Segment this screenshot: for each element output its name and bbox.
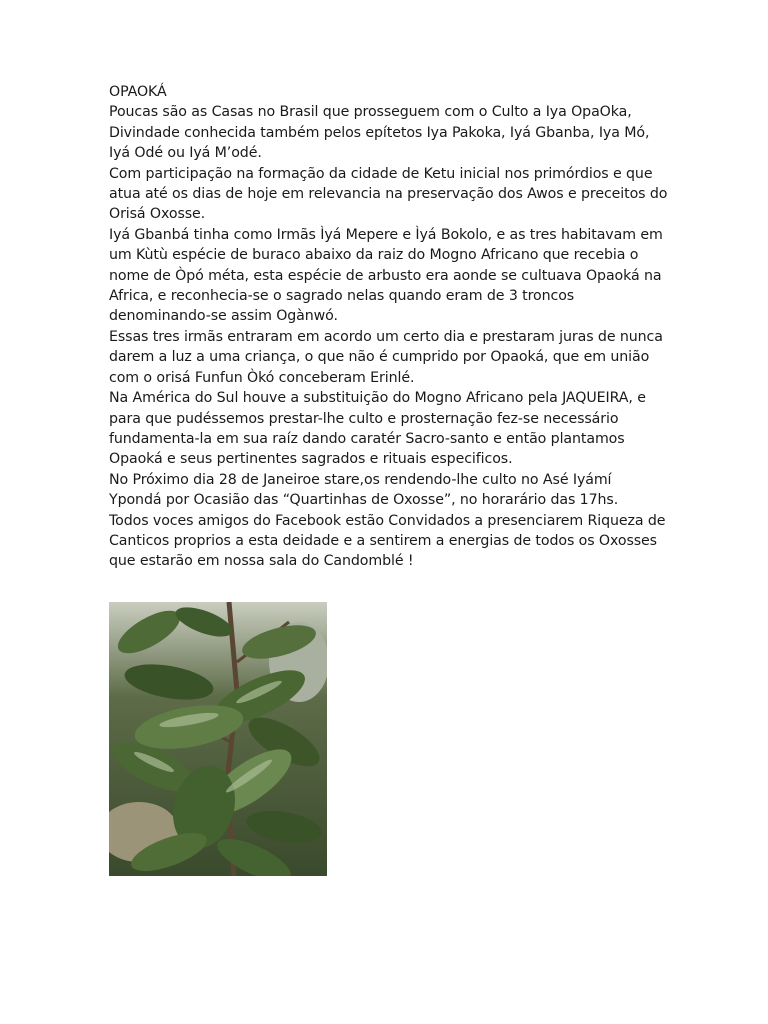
text-line: Com participação na formação da cidade de Ketu inicial nos primórdios e que	[109, 165, 653, 182]
text-line: Todos voces amigos do Facebook estão Convidados a presenciarem Riqueza de	[109, 512, 666, 529]
document-body	[109, 82, 669, 572]
text-line: darem a luz a uma criança, o que não é cumprido por Opaoká, que em união	[109, 349, 650, 366]
text-line: fundamenta-la em sua raíz dando caratér Sacro-santo e então plantamos	[109, 430, 625, 447]
text-line: Poucas são as Casas no Brasil que prosseguem com o Culto a Iya OpaOka,	[109, 104, 632, 121]
text-line: que estarão em nossa sala do Candomblé !	[109, 553, 414, 570]
text-line: atua até os dias de hoje em relevancia na preservação dos Awos e preceitos do	[109, 186, 668, 203]
text-line: um Kùtù espécie de buraco abaixo da raiz do Mogno Africano que recebia o	[109, 247, 639, 264]
text-line: No Próximo dia 28 de Janeiroe stare,os rendendo-lhe culto no Asé Iyámí	[109, 471, 612, 488]
plant-photo-illustration	[109, 602, 327, 876]
text-line: com o orisá Funfun Òkó conceberam Erinlé.	[109, 369, 415, 386]
text-line: Iyá Gbanbá tinha como Irmãs Ìyá Mepere e Ìyá Bokolo, e as tres habitavam em	[109, 226, 663, 243]
text-line: Canticos proprios a esta deidade e a sentirem a energias de todos os Oxosses	[109, 532, 657, 549]
text-line: Ypondá por Ocasião das “Quartinhas de Oxosse”, no horarário das 17hs.	[109, 492, 619, 509]
plant-photo	[109, 602, 327, 876]
text-line: para que pudéssemos prestar-lhe culto e prosternação fez-se necessário	[109, 410, 619, 427]
text-line: Iyá Odé ou Iyá M’odé.	[109, 145, 262, 162]
text-line: Divindade conhecida também pelos epítetos Iya Pakoka, Iyá Gbanba, Iya Mó,	[109, 124, 650, 141]
text-line: Na América do Sul houve a substituição do Mogno Africano pela JAQUEIRA, e	[109, 390, 646, 407]
text-line: nome de Òpó méta, esta espécie de arbusto era aonde se cultuava Opaoká na	[109, 267, 662, 284]
text-line: Orisá Oxosse.	[109, 206, 206, 223]
text-line: Opaoká e seus pertinentes sagrados e rituais especificos.	[109, 451, 513, 468]
text-line: Essas tres irmãs entraram em acordo um certo dia e prestaram juras de nunca	[109, 328, 663, 345]
text-line: Africa, e reconhecia-se o sagrado nelas quando eram de 3 troncos	[109, 288, 575, 305]
document-title: OPAOKÁ	[109, 84, 167, 100]
text-line: denominando-se assim Ogànwó.	[109, 308, 338, 325]
